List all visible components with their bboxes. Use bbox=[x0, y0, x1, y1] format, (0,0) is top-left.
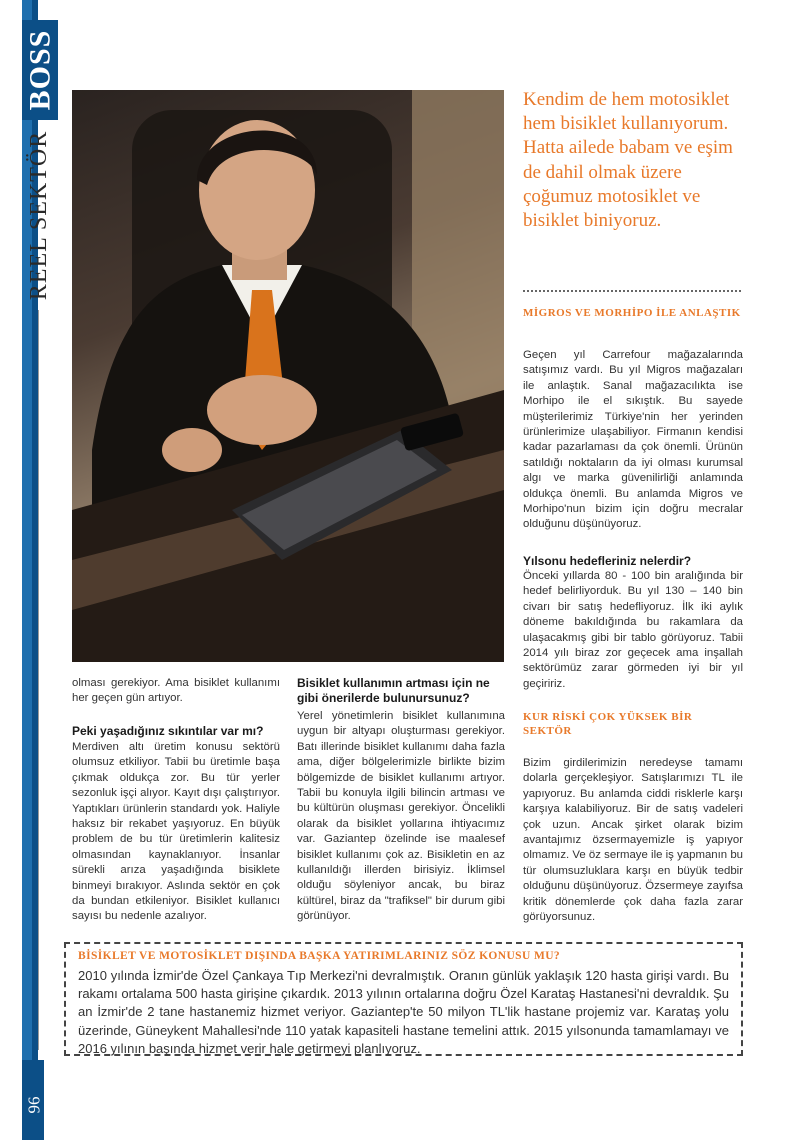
right-column-section1 bbox=[523, 306, 743, 320]
left-column-q bbox=[72, 724, 280, 739]
middle-column-q bbox=[297, 676, 505, 706]
page-number: 96 bbox=[24, 1096, 43, 1114]
question-heading: Bisiklet kullanımın artması için ne gibi önerilerde bulunursunuz? bbox=[297, 676, 490, 705]
sidebar-box-heading: BİSİKLET VE MOTOSİKLET DIŞINDA BAŞKA YATIRIMLARINIZ SÖZ KONUSU MU? bbox=[78, 950, 561, 962]
section-label: REEL SEKTÖR bbox=[26, 130, 53, 300]
right-column-section1-body: Geçen yıl Carrefour mağazalarında satışımız vardı. Bu yıl Migros mağazaları ile anlaştık. Sanal mağazacılıkta ise Morhipo ile el sıkıştık. Bu sayede müşterilerimiz Türkiye'nin her yerinden ürünlerimize ulaşabiliyor. Firmanın kendisi kadar pazarlaması da çok önemli. Ürünün satıldığı noktaların da iyi olması kurumsal algı ve marka güvenilirliği anlamında oldukça önemli. Bu anlamda Migros ve Morhipo'nun bizim için doğru mecralar olduğunu düşünüyoruz. bbox=[523, 349, 743, 531]
left-column-q-body: Merdiven altı üretim konusu sektörü olumsuz etkiliyor. Tabii bu üretimle başa çıkmak oldukça zor. Bu tür yerler sezonluk işçi alıyor. Kayıt dışı çalıştırıyor. Yaptıkları ürünlerin standardı yok. Haliyle haksız bir rekabet yaşıyoruz. En büyük problem de bu tür üretimlerin kalitesiz olmasından kaynaklanıyor. İnsanlar sürekli arıza yaşadığında bisiklete binmeyi bırakıyor. Aslında sektör en çok da bundan etkileniyor. Bisiklet kullanıcı sayısı bu nedenle azalıyor. bbox=[72, 741, 280, 923]
quote-divider bbox=[523, 290, 741, 292]
side-brand-strip bbox=[0, 0, 56, 1140]
section-heading: MİGROS VE MORHİPO İLE ANLAŞTIK bbox=[523, 307, 741, 319]
right-column-section2-body: Bizim girdilerimizin neredeyse tamamı dolarla gerçekleşiyor. Satışlarımızı TL ile yapıyoruz. Bu anlamda ciddi risklerle karşı karşıya kalabiliyoruz. Bir de satış vadeleri çok uzun. Ancak şirket olarak bizim avantajımız özsermayemizle iş yapıyor olmamız. Ve öz sermaye ile iş yapmanın bu tür olumsuzluklara karşı en büyük tedbir olduğunu düşünüyoruz. Özsermeye zayıfsa kritik dönemlerde çok daha fazla zarar görüyorsunuz. bbox=[523, 757, 743, 924]
question-heading: Peki yaşadığınız sıkıntılar var mı? bbox=[72, 724, 264, 738]
pull-quote: Kendim de hem motosiklet hem bisiklet kullanıyorum. Hatta ailede babam ve eşim de dahil olmak üzere çoğumuz motosiklet ve bisiklet biniyoruz. bbox=[523, 89, 733, 232]
right-column-q1 bbox=[523, 554, 743, 569]
section-heading: KUR RİSKİ ÇOK YÜKSEK BİR SEKTÖR bbox=[523, 711, 693, 737]
left-column-intro: olması gerekiyor. Ama bisiklet kullanımı her geçen gün artıyor. bbox=[72, 677, 280, 705]
photo-illustration bbox=[72, 90, 504, 662]
right-column-section2 bbox=[523, 710, 743, 738]
section-divider-line bbox=[38, 310, 39, 1050]
brand-logo: BOSS bbox=[23, 29, 56, 111]
question-heading: Yılsonu hedefleriniz nelerdir? bbox=[523, 554, 692, 568]
interview-photo bbox=[72, 90, 504, 662]
middle-column-q-body: Yerel yönetimlerin bisiklet kullanımına uygun bir altyapı oluşturması gerekiyor. Batı illerinde bisiklet kullanımı daha fazla ama, diğer bölgelerimizle birlikte bizim bölgemizde de bisiklet kullanımı artıyor. Tabii bu konuyla ilgili bilincin artması ve bu kültürün oluşması gerekiyor. Öncelikli olarak da bisiklet yollarına ihtiyacımız var. Gaziantep özelinde ise maalesef bisiklet kullanımı çok az. Bisikletin en az kullanıldığı illerden birisiyiz. İklimsel olduğu söyleniyor ancak, bu biraz kültürel, biraz da "trafiksel" bir durum gibi görünüyor. bbox=[297, 710, 505, 923]
sidebar-box bbox=[64, 942, 743, 1056]
right-column-q1-body: Önceki yıllarda 80 - 100 bin aralığında bir hedef belirliyorduk. Bu yıl 130 – 140 bin civarı bir satış hedefliyoruz. İlk iki aylık döneme bakıldığında bu rakamlara da ulaşacakmış gibi bir tablo görüyoruz. Tabii 2014 yılı biraz zor geçecek ama inşallah sektörümüz zarar görmeden iyi bir yıl geçiririz. bbox=[523, 570, 743, 690]
sidebar-box-body: 2010 yılında İzmir'de Özel Çankaya Tıp Merkezi'ni devralmıştık. Oranın günlük yaklaşık 120 hasta girişi vardı. Bu rakamı ortalama 500 hasta girişine çıkardık. 2013 yılının ortalarına doğru Özel Karataş Hastanesi'ni devraldık. Şu an İzmir'de 2 tane hastanemiz hizmet veriyor. Gaziantep'te 50 milyon TL'lik hastane projemiz var. Karataş yolu üzerinde, Güneykent Mahallesi'nde 110 yatak kapasiteli hastane temelini attık. 2015 yılsonunda tamamlamayı ve 2016 yılının başında hizmet verir hale getirmeyi planlıyoruz. bbox=[78, 968, 729, 1056]
